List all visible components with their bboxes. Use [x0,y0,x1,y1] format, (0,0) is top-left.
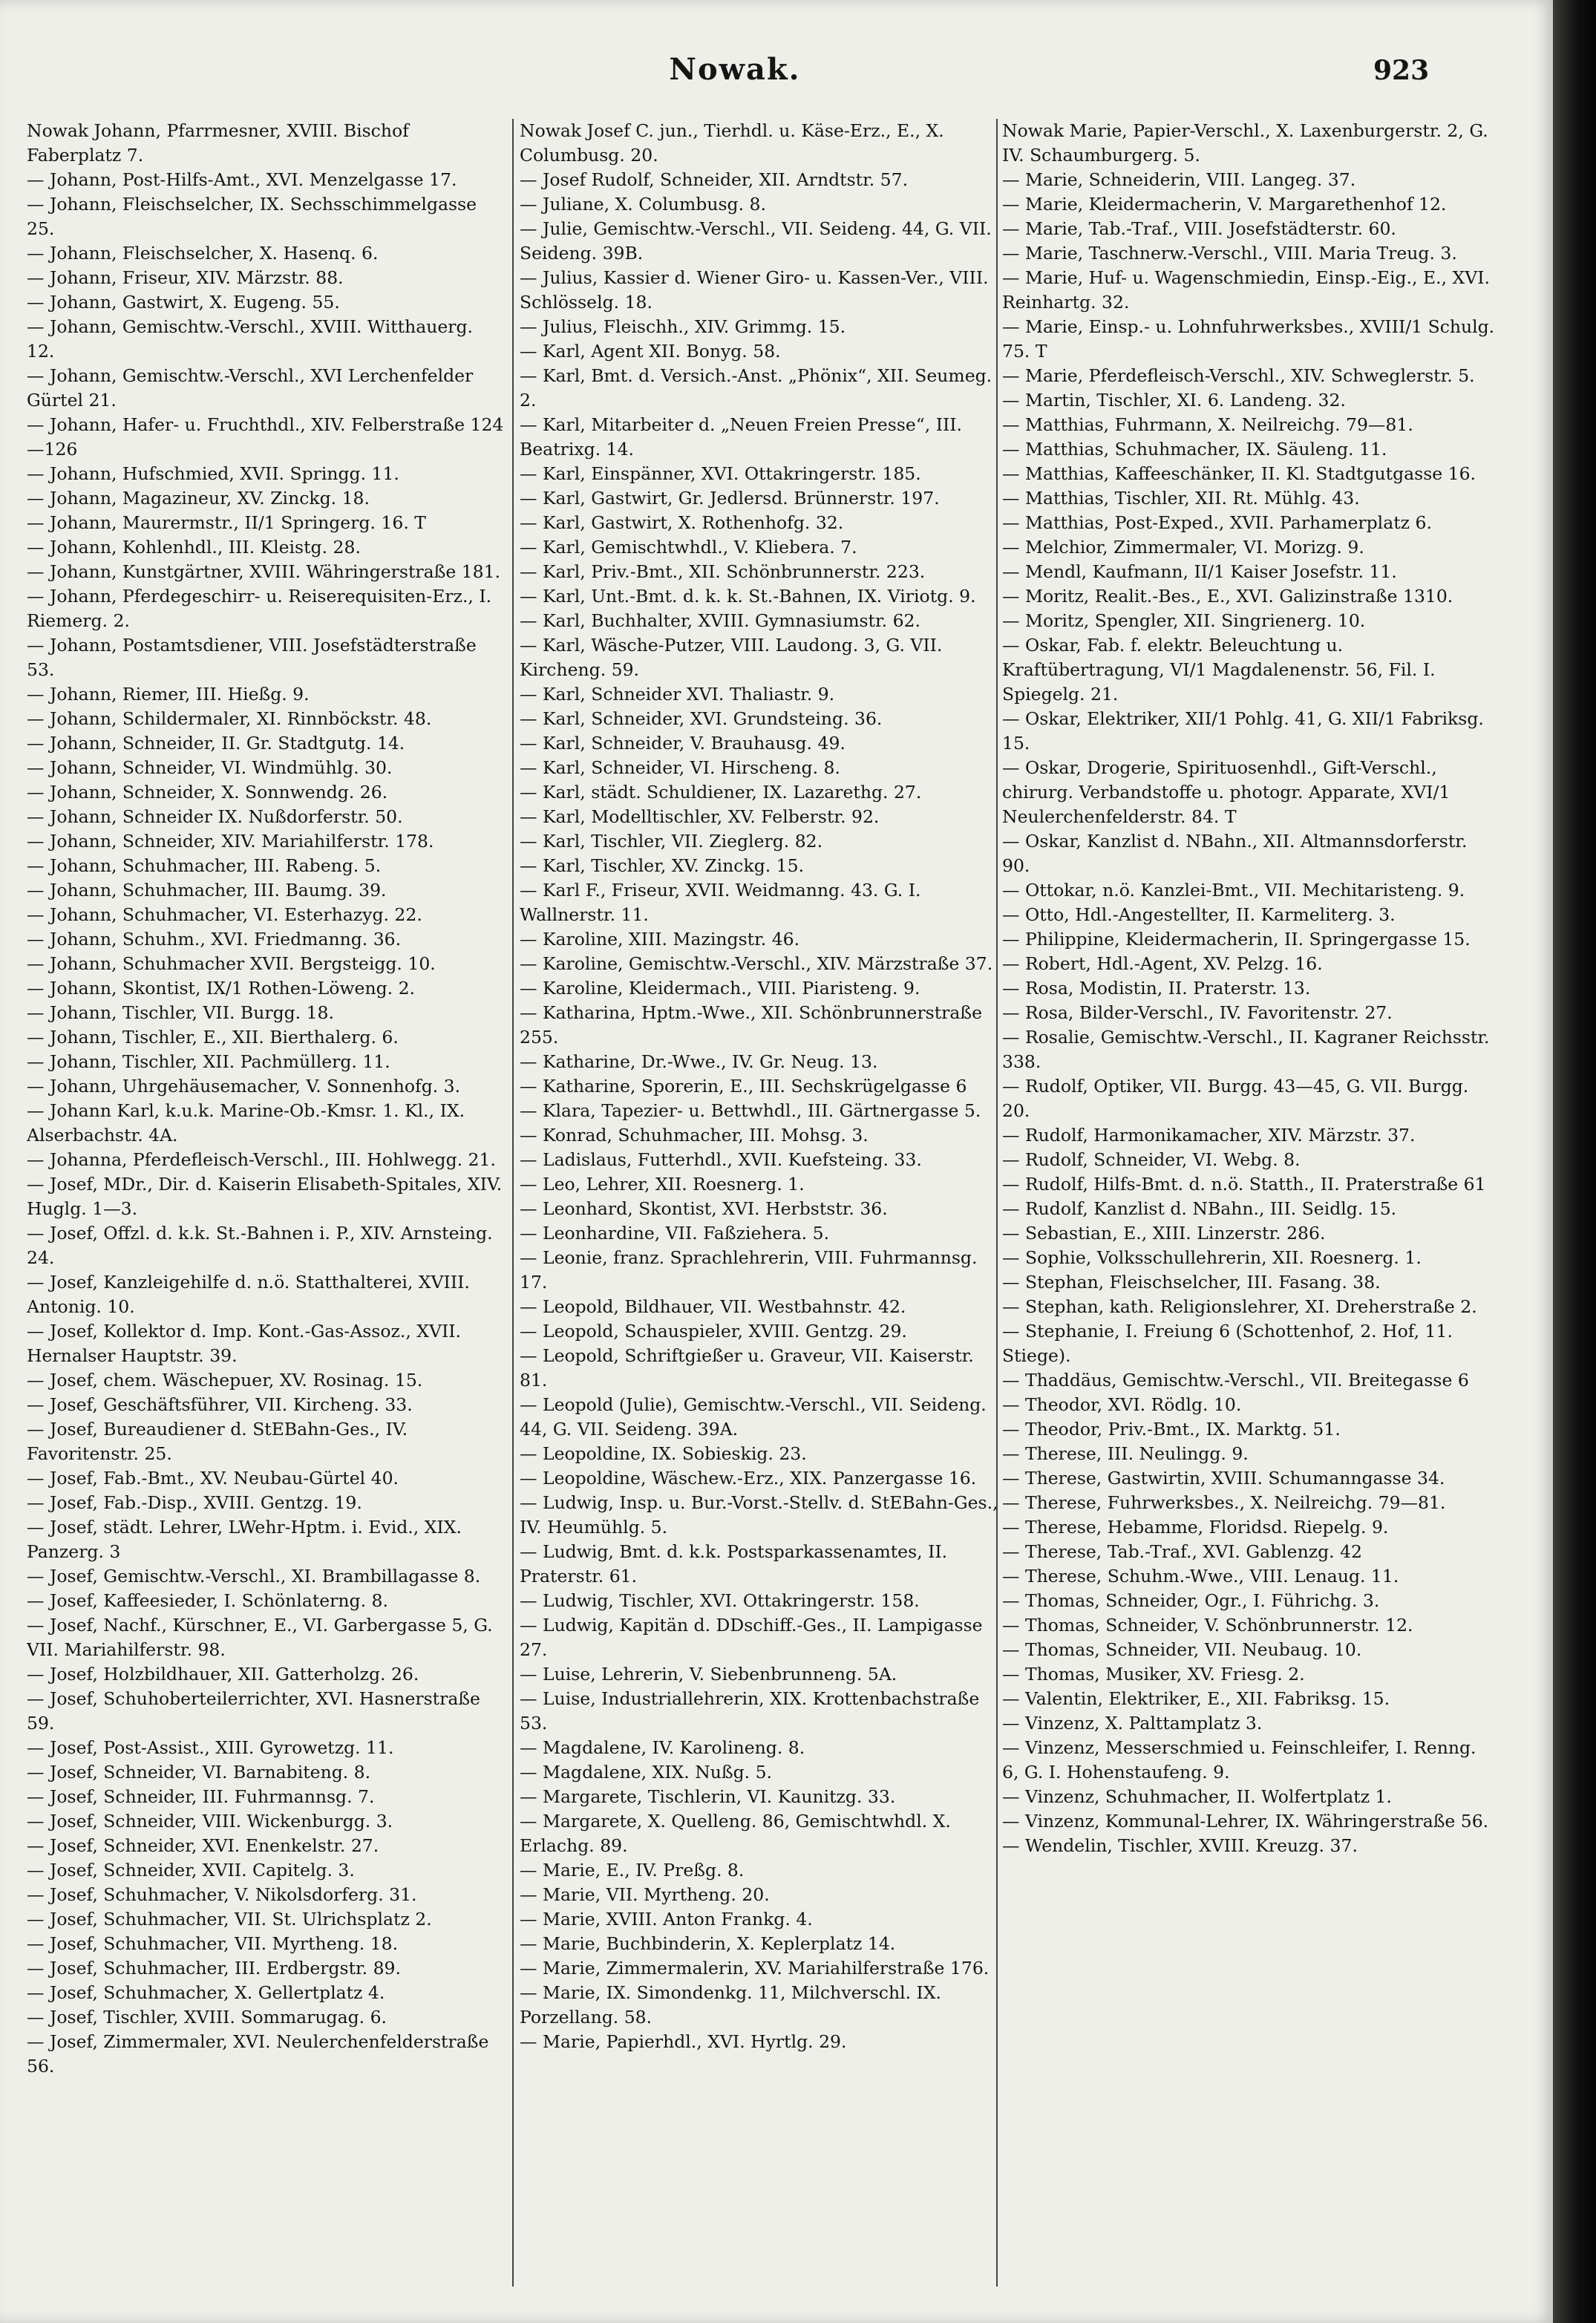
directory-entry: — Marie, VII. Myrtheng. 20. [520,1884,770,1905]
directory-entry: — Luise, Lehrerin, V. Siebenbrunneng. 5A. [520,1664,897,1685]
directory-entry: — Leopold, Bildhauer, VII. Westbahnstr. 42. [520,1296,906,1317]
directory-entry: — Karl, Schneider, V. Brauhausg. 49. [520,733,846,754]
directory-entry: — Margarete, X. Quelleng. 86, Gemischtwhdl. X. Erlachg. 89. [520,1811,951,1856]
directory-entry: — Leonhardine, VII. Faßziehera. 5. [520,1223,830,1244]
directory-entry: — Thaddäus, Gemischtw.-Verschl., VII. Breitegasse 6 [1002,1370,1469,1391]
directory-entry: — Vinzenz, Messerschmied u. Feinschleifer, I. Renng. 6, G. I. Hohenstaufeng. 9. [1002,1737,1476,1783]
directory-entry: — Rudolf, Harmonikamacher, XIV. Märzstr. 37. [1002,1125,1416,1146]
directory-entry: — Johann, Schneider, VI. Windmühlg. 30. [27,757,393,778]
directory-entry: — Robert, Hdl.-Agent, XV. Pelzg. 16. [1002,953,1323,974]
directory-entry: — Ladislaus, Futterhdl., XVII. Kuefsteing. 33. [520,1149,922,1170]
directory-entry: Nowak Josef C. jun., Tierhdl. u. Käse-Erz., E., X. Columbusg. 20. [520,120,944,166]
directory-entry: — Johann Karl, k.u.k. Marine-Ob.-Kmsr. 1. Kl., IX. Alserbachstr. 4A. [27,1100,465,1146]
directory-entry: — Karl, Agent XII. Bonyg. 58. [520,341,781,362]
directory-entry: — Karoline, XIII. Mazingstr. 46. [520,929,800,950]
directory-entry: — Rosa, Modistin, II. Praterstr. 13. [1002,978,1311,999]
directory-entry: — Josef, chem. Wäschepuer, XV. Rosinag. 15. [27,1370,423,1391]
directory-entry: — Ludwig, Tischler, XVI. Ottakringerstr. 158. [520,1590,920,1611]
directory-entry: — Josef, Fab.-Disp., XVIII. Gentzg. 19. [27,1492,362,1513]
directory-entry: — Juliane, X. Columbusg. 8. [520,194,766,215]
directory-entry: — Karl, Schneider, VI. Hirscheng. 8. [520,757,840,778]
directory-entry: — Josef, Nachf., Kürschner, E., VI. Garbergasse 5, G. VII. Mariahilferstr. 98. [27,1615,493,1660]
directory-entry: — Leonhard, Skontist, XVI. Herbststr. 36. [520,1198,888,1219]
directory-entry: — Oskar, Fab. f. elektr. Beleuchtung u. Kraftübertragung, VI/1 Magdalenenstr. 56, Fil. I. Spiegelg. 21. [1002,635,1436,705]
directory-entry: — Sophie, Volksschullehrerin, XII. Roesnerg. 1. [1002,1247,1422,1268]
directory-entry: — Josef, Schneider, VIII. Wickenburgg. 3. [27,1811,393,1832]
directory-entry: — Thomas, Musiker, XV. Friesg. 2. [1002,1664,1305,1685]
column-1 [27,119,505,2301]
book-spine-edge [1553,0,1596,2323]
directory-entry: — Stephanie, I. Freiung 6 (Schottenhof, 2. Hof, 11. Stiege). [1002,1321,1453,1366]
directory-entry: — Matthias, Tischler, XII. Rt. Mühlg. 43. [1002,488,1360,509]
directory-entry: — Johann, Schneider IX. Nußdorferstr. 50. [27,806,403,827]
directory-entry: — Josef, Schuhmacher, VII. Myrtheng. 18. [27,1933,399,1954]
directory-entry: — Leonie, franz. Sprachlehrerin, VIII. Fuhrmannsg. 17. [520,1247,978,1293]
directory-entry: — Johann, Schuhmacher, III. Baumg. 39. [27,880,387,901]
directory-entry: — Leo, Lehrer, XII. Roesnerg. 1. [520,1174,805,1195]
directory-entry: — Leopold, Schriftgießer u. Graveur, VII. Kaiserstr. 81. [520,1345,974,1391]
directory-entry: — Josef, Schuhmacher, VII. St. Ulrichsplatz 2. [27,1909,432,1930]
directory-entry: — Johann, Kohlenhdl., III. Kleistg. 28. [27,537,361,558]
column-3 [1002,119,1496,2301]
directory-entry: — Matthias, Post-Exped., XVII. Parhamerplatz 6. [1002,512,1432,533]
directory-entry: — Ottokar, n.ö. Kanzlei-Bmt., VII. Mechitaristeng. 9. [1002,880,1465,901]
directory-entry: — Therese, Fuhrwerksbes., X. Neilreichg. 79—81. [1002,1492,1446,1513]
directory-entry: — Julie, Gemischtw.-Verschl., VII. Seideng. 44, G. VII. Seideng. 39B. [520,218,992,264]
directory-entry: — Johann, Gemischtw.-Verschl., XVI Lerchenfelder Gürtel 21. [27,365,474,411]
directory-entry: — Moritz, Spengler, XII. Singrienerg. 10. [1002,610,1366,631]
directory-entry: — Josef, Schneider, XVI. Enenkelstr. 27. [27,1835,379,1856]
directory-entry: — Vinzenz, X. Palttamplatz 3. [1002,1713,1263,1734]
directory-entry: — Thomas, Schneider, Ogr., I. Führichg. 3. [1002,1590,1380,1611]
directory-entry: — Johann, Hafer- u. Fruchthdl., XIV. Felberstraße 124—126 [27,414,504,460]
directory-entry: — Karl, Modelltischler, XV. Felberstr. 92. [520,806,880,827]
directory-entry: — Johann, Fleischselcher, IX. Sechsschimmelgasse 25. [27,194,477,239]
directory-entry: — Johann, Schneider, X. Sonnwendg. 26. [27,782,388,803]
directory-entry: — Therese, Tab.-Traf., XVI. Gablenzg. 42 [1002,1541,1362,1562]
directory-entry: — Moritz, Realit.-Bes., E., XVI. Galizinstraße 1310. [1002,586,1453,607]
directory-entry: — Magdalene, IV. Karolineng. 8. [520,1737,805,1758]
directory-entry: — Therese, III. Neulingg. 9. [1002,1443,1249,1464]
directory-entry: — Karl, Gastwirt, X. Rothenhofg. 32. [520,512,844,533]
directory-entry: — Josef, Tischler, XVIII. Sommarugag. 6. [27,2007,387,2028]
directory-entry: — Josef, Schneider, VI. Barnabiteng. 8. [27,1762,371,1783]
directory-entry: — Johann, Schneider, XIV. Mariahilferstr. 178. [27,831,434,852]
directory-entry: — Johann, Pferdegeschirr- u. Reiserequisiten-Erz., I. Riemerg. 2. [27,586,492,631]
directory-entry: — Oskar, Elektriker, XII/1 Pohlg. 41, G. XII/1 Fabriksg. 15. [1002,708,1484,754]
page-title: Nowak. [669,52,801,87]
directory-entry: — Margarete, Tischlerin, VI. Kaunitzg. 33. [520,1786,896,1807]
directory-entry: — Stephan, kath. Religionslehrer, XI. Dreherstraße 2. [1002,1296,1477,1317]
directory-entry: — Marie, Schneiderin, VIII. Langeg. 37. [1002,169,1356,190]
directory-entry: — Karoline, Kleidermach., VIII. Piaristeng. 9. [520,978,920,999]
directory-entry: — Marie, XVIII. Anton Frankg. 4. [520,1909,813,1930]
directory-entry: — Johann, Postamtsdiener, VIII. Josefstädterstraße 53. [27,635,477,680]
directory-entry: — Johann, Kunstgärtner, XVIII. Währingerstraße 181. [27,561,501,582]
directory-entry: — Ludwig, Kapitän d. DDschiff.-Ges., II. Lampigasse 27. [520,1615,983,1660]
directory-entry: — Leopoldine, Wäschew.-Erz., XIX. Panzergasse 16. [520,1468,977,1489]
directory-entry: — Karl, Schneider XVI. Thaliastr. 9. [520,684,835,705]
directory-entry: — Konrad, Schuhmacher, III. Mohsg. 3. [520,1125,869,1146]
directory-entry: — Leopoldine, IX. Sobieskig. 23. [520,1443,807,1464]
directory-entry: — Josef, Zimmermaler, XVI. Neulerchenfelderstraße 56. [27,2031,489,2077]
directory-entry: — Johann, Post-Hilfs-Amt., XVI. Menzelgasse 17. [27,169,457,190]
directory-entry: — Rosalie, Gemischtw.-Verschl., II. Kagraner Reichsstr. 338. [1002,1027,1490,1072]
directory-entry: — Johann, Hufschmied, XVII. Springg. 11. [27,463,399,484]
directory-entry: — Karl, Einspänner, XVI. Ottakringerstr. 185. [520,463,921,484]
directory-entry: — Klara, Tapezier- u. Bettwhdl., III. Gärtnergasse 5. [520,1100,981,1121]
directory-entry: — Johann, Tischler, VII. Burgg. 18. [27,1002,334,1023]
directory-entry: — Johann, Uhrgehäusemacher, V. Sonnenhofg. 3. [27,1076,461,1097]
directory-entry: — Thomas, Schneider, VII. Neubaug. 10. [1002,1639,1362,1660]
directory-entry: Nowak Marie, Papier-Verschl., X. Laxenburgerstr. 2, G. IV. Schaumburgerg. 5. [1002,120,1488,166]
directory-entry: — Karl, Tischler, XV. Zinckg. 15. [520,855,805,876]
directory-entry: — Josef, Bureaudiener d. StEBahn-Ges., IV. Favoritenstr. 25. [27,1419,408,1464]
directory-entry: — Karl, Buchhalter, XVIII. Gymnasiumstr. 62. [520,610,920,631]
directory-entry: — Theodor, Priv.-Bmt., IX. Marktg. 51. [1002,1419,1341,1440]
column-divider [512,119,514,2287]
directory-entry: — Marie, IX. Simondenkg. 11, Milchverschl. IX. Porzellang. 58. [520,1982,942,2028]
directory-entry: — Johann, Gemischtw.-Verschl., XVIII. Witthauerg. 12. [27,316,474,362]
directory-entry: — Leopold, Schauspieler, XVIII. Gentzg. 29. [520,1321,907,1342]
directory-entry: — Stephan, Fleischselcher, III. Fasang. 38. [1002,1272,1381,1293]
directory-entry: — Johann, Schuhmacher, III. Rabeng. 5. [27,855,382,876]
directory-entry: — Rudolf, Optiker, VII. Burgg. 43—45, G. VII. Burgg. 20. [1002,1076,1469,1121]
directory-entry: — Magdalene, XIX. Nußg. 5. [520,1762,773,1783]
directory-entry: — Theodor, XVI. Rödlg. 10. [1002,1394,1242,1415]
directory-entry: — Marie, Zimmermalerin, XV. Mariahilferstraße 176. [520,1958,990,1979]
directory-entry: — Johann, Schneider, II. Gr. Stadtgutg. 14. [27,733,405,754]
directory-entry: Nowak Johann, Pfarrmesner, XVIII. Bischof Faberplatz 7. [27,120,409,166]
directory-entry: — Karl F., Friseur, XVII. Weidmanng. 43. G. I. Wallnerstr. 11. [520,880,921,925]
directory-entry: — Johann, Tischler, XII. Pachmüllerg. 11. [27,1051,390,1072]
directory-entry: — Johann, Fleischselcher, X. Hasenq. 6. [27,243,379,264]
directory-entry: — Karl, städt. Schuldiener, IX. Lazarethg. 27. [520,782,922,803]
directory-entry: — Johann, Schuhm., XVI. Friedmanng. 36. [27,929,402,950]
directory-entry: — Josef Rudolf, Schneider, XII. Arndtstr. 57. [520,169,909,190]
directory-entry: — Johann, Tischler, E., XII. Bierthalerg. 6. [27,1027,399,1048]
directory-entry: — Rosa, Bilder-Verschl., IV. Favoritenstr. 27. [1002,1002,1393,1023]
directory-entry: — Mendl, Kaufmann, II/1 Kaiser Josefstr. 11. [1002,561,1397,582]
directory-entry: — Matthias, Fuhrmann, X. Neilreichg. 79—81. [1002,414,1413,435]
directory-entry: — Marie, Buchbinderin, X. Keplerplatz 14. [520,1933,896,1954]
directory-entry: — Martin, Tischler, XI. 6. Landeng. 32. [1002,390,1346,411]
directory-entry: — Matthias, Kaffeeschänker, II. Kl. Stadtgutgasse 16. [1002,463,1476,484]
directory-entry: — Oskar, Drogerie, Spirituosenhdl., Gift-Verschl., chirurg. Verbandstoffe u. photogr. Apparate, XVI/1 Neulerchenfelderstr. 84. T [1002,757,1451,827]
column-2 [520,119,1006,2301]
directory-entry: — Johann, Magazineur, XV. Zinckg. 18. [27,488,370,509]
directory-entry: — Karl, Bmt. d. Versich.-Anst. „Phönix“, XII. Seumeg. 2. [520,365,992,411]
directory-entry: — Josef, Kaffeesieder, I. Schönlaterng. 8. [27,1590,388,1611]
directory-entry: — Wendelin, Tischler, XVIII. Kreuzg. 37. [1002,1835,1358,1856]
directory-entry: — Ludwig, Insp. u. Bur.-Vorst.-Stellv. d. StEBahn-Ges., IV. Heumühlg. 5. [520,1492,998,1538]
directory-entry: — Josef, Offzl. d. k.k. St.-Bahnen i. P., XIV. Arnsteing. 24. [27,1223,493,1268]
directory-entry: — Ludwig, Bmt. d. k.k. Postsparkassenamtes, II. Praterstr. 61. [520,1541,948,1587]
directory-entry: — Josef, Schuhmacher, V. Nikolsdorferg. 31. [27,1884,417,1905]
directory-entry: — Marie, E., IV. Preßg. 8. [520,1860,745,1881]
directory-entry: — Vinzenz, Kommunal-Lehrer, IX. Währingerstraße 56. [1002,1811,1489,1832]
directory-entry: — Therese, Gastwirtin, XVIII. Schumanngasse 34. [1002,1468,1445,1489]
directory-entry: — Rudolf, Hilfs-Bmt. d. n.ö. Statth., II. Praterstraße 61 [1002,1174,1486,1195]
directory-entry: — Johann, Skontist, IX/1 Rothen-Löweng. 2. [27,978,415,999]
directory-entry: — Thomas, Schneider, V. Schönbrunnerstr. 12. [1002,1615,1413,1636]
directory-entry: — Julius, Kassier d. Wiener Giro- u. Kassen-Ver., VIII. Schlösselg. 18. [520,267,989,313]
directory-entry: — Josef, MDr., Dir. d. Kaiserin Elisabeth-Spitales, XIV. Huglg. 1—3. [27,1174,503,1219]
page-header [0,46,1553,105]
directory-entry: — Sebastian, E., XIII. Linzerstr. 286. [1002,1223,1326,1244]
directory-entry: — Otto, Hdl.-Angestellter, II. Karmeliterg. 3. [1002,904,1396,925]
directory-entry: — Karl, Gastwirt, Gr. Jedlersd. Brünnerstr. 197. [520,488,940,509]
directory-entry: — Therese, Schuhm.-Wwe., VIII. Lenaug. 11. [1002,1566,1399,1587]
directory-entry: — Josef, Holzbildhauer, XII. Gatterholzg. 26. [27,1664,419,1685]
directory-entry: — Therese, Hebamme, Floridsd. Riepelg. 9. [1002,1517,1389,1538]
directory-entry: — Josef, Post-Assist., XIII. Gyrowetzg. 11. [27,1737,394,1758]
directory-entry: — Katharina, Hptm.-Wwe., XII. Schönbrunnerstraße 255. [520,1002,983,1048]
directory-entry: — Karl, Mitarbeiter d. „Neuen Freien Presse“, III. Beatrixg. 14. [520,414,963,460]
directory-entry: — Johann, Schildermaler, XI. Rinnböckstr. 48. [27,708,432,729]
directory-entry: — Rudolf, Kanzlist d. NBahn., III. Seidlg. 15. [1002,1198,1397,1219]
directory-entry: — Valentin, Elektriker, E., XII. Fabriksg. 15. [1002,1688,1390,1709]
directory-entry: — Karl, Priv.-Bmt., XII. Schönbrunnerstr. 223. [520,561,926,582]
directory-entry: — Johann, Riemer, III. Hießg. 9. [27,684,310,705]
directory-entry: — Josef, Schuhmacher, X. Gellertplatz 4. [27,1982,385,2003]
directory-entry: — Katharine, Sporerin, E., III. Sechskrügelgasse 6 [520,1076,967,1097]
directory-entry: — Julius, Fleischh., XIV. Grimmg. 15. [520,316,846,337]
directory-entry: — Josef, Schuhoberteilerrichter, XVI. Hasnerstraße 59. [27,1688,480,1734]
directory-entry: — Josef, Schneider, XVII. Capitelg. 3. [27,1860,355,1881]
directory-entry: — Marie, Papierhdl., XVI. Hyrtlg. 29. [520,2031,847,2052]
directory-entry: — Karl, Schneider, XVI. Grundsteing. 36. [520,708,883,729]
directory-entry: — Josef, Fab.-Bmt., XV. Neubau-Gürtel 40. [27,1468,399,1489]
directory-entry: — Josef, Schneider, III. Fuhrmannsg. 7. [27,1786,375,1807]
directory-entry: — Rudolf, Schneider, VI. Webg. 8. [1002,1149,1301,1170]
directory-entry: — Johanna, Pferdefleisch-Verschl., III. Hohlwegg. 21. [27,1149,496,1170]
directory-entry: — Karoline, Gemischtw.-Verschl., XIV. Märzstraße 37. [520,953,993,974]
directory-entry: — Vinzenz, Schuhmacher, II. Wolfertplatz 1. [1002,1786,1392,1807]
directory-entry: — Josef, Gemischtw.-Verschl., XI. Brambillagasse 8. [27,1566,481,1587]
directory-entry: — Karl, Tischler, VII. Zieglerg. 82. [520,831,823,852]
directory-entry: — Karl, Unt.-Bmt. d. k. k. St.-Bahnen, IX. Viriotg. 9. [520,586,976,607]
directory-entry: — Marie, Tab.-Traf., VIII. Josefstädterstr. 60. [1002,218,1396,239]
directory-entry: — Marie, Kleidermacherin, V. Margarethenhof 12. [1002,194,1447,215]
directory-entry: — Johann, Schuhmacher, VI. Esterhazyg. 22. [27,904,422,925]
directory-entry: — Johann, Schuhmacher XVII. Bergsteigg. 10. [27,953,436,974]
directory-entry: — Marie, Einsp.- u. Lohnfuhrwerksbes., XVIII/1 Schulg. 75. T [1002,316,1495,362]
directory-entry: — Katharine, Dr.-Wwe., IV. Gr. Neug. 13. [520,1051,878,1072]
page-number: 923 [1373,55,1430,86]
directory-entry: — Karl, Wäsche-Putzer, VIII. Laudong. 3, G. VII. Kircheng. 59. [520,635,943,680]
directory-entry: — Josef, Geschäftsführer, VII. Kircheng. 33. [27,1394,413,1415]
directory-entry: — Marie, Pferdefleisch-Verschl., XIV. Schweglerstr. 5. [1002,365,1475,386]
directory-entry: — Luise, Industriallehrerin, XIX. Krottenbachstraße 53. [520,1688,980,1734]
directory-entry: — Josef, Kanzleigehilfe d. n.ö. Statthalterei, XVIII. Antonig. 10. [27,1272,470,1317]
directory-entry: — Matthias, Schuhmacher, IX. Säuleng. 11. [1002,439,1387,460]
directory-entry: — Johann, Gastwirt, X. Eugeng. 55. [27,292,340,313]
directory-entry: — Marie, Huf- u. Wagenschmiedin, Einsp.-Eig., E., XVI. Reinhartg. 32. [1002,267,1490,313]
directory-entry: — Johann, Friseur, XIV. Märzstr. 88. [27,267,344,288]
directory-entry: — Philippine, Kleidermacherin, II. Springergasse 15. [1002,929,1471,950]
directory-entry: — Melchior, Zimmermaler, VI. Morizg. 9. [1002,537,1364,558]
directory-entry: — Josef, Schuhmacher, III. Erdbergstr. 89. [27,1958,401,1979]
directory-entry: — Leopold (Julie), Gemischtw.-Verschl., VII. Seideng. 44, G. VII. Seideng. 39A. [520,1394,987,1440]
directory-entry: — Oskar, Kanzlist d. NBahn., XII. Altmannsdorferstr. 90. [1002,831,1468,876]
directory-entry: — Marie, Taschnerw.-Verschl., VIII. Maria Treug. 3. [1002,243,1457,264]
directory-entry: — Johann, Maurermstr., II/1 Springerg. 16. T [27,512,426,533]
directory-entry: — Josef, städt. Lehrer, LWehr-Hptm. i. Evid., XIX. Panzerg. 3 [27,1517,462,1562]
directory-entry: — Karl, Gemischtwhdl., V. Kliebera. 7. [520,537,857,558]
directory-entry: — Josef, Kollektor d. Imp. Kont.-Gas-Assoz., XVII. Hernalser Hauptstr. 39. [27,1321,461,1366]
